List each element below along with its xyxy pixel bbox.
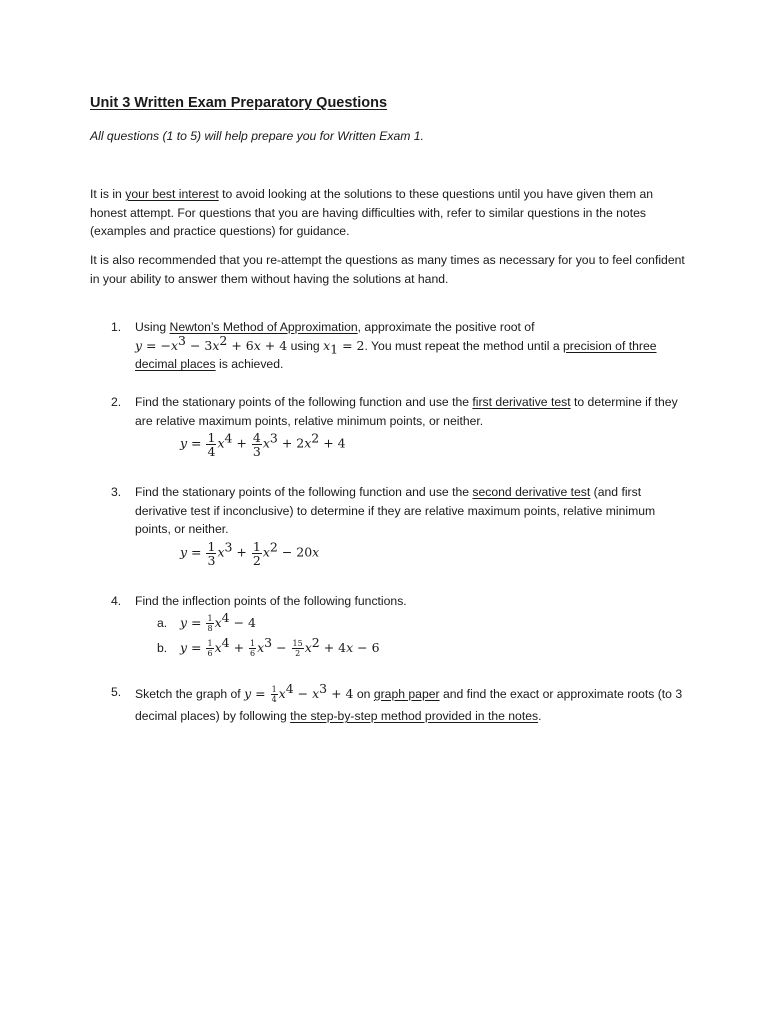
page-title: Unit 3 Written Exam Preparatory Questions — [90, 95, 388, 111]
q4b-equation: y = $\frac{1}{6}$ $x^4$ + $\frac{1}{6}$ $x^3$ − $\frac{15}{2}$ $x^2 + 4x - 6$ — [180, 634, 380, 659]
q5-text-3: and find the exact or approximate roots (to 3 decimal places) by following — [135, 687, 683, 723]
q1-text-3: using — [287, 338, 324, 353]
q2-equation: y = $\frac{1}{4}$ $x^4$ + $\frac{4}{3}$ $x^3 + 2x^2 + 4$ — [180, 430, 346, 459]
graph-paper-emphasis: graph paper — [373, 687, 440, 701]
best-interest-emphasis: your best interest — [125, 187, 219, 201]
q5-equation: y = $\frac{1}{4}$ $x^4 - x^3 + 4$ — [244, 680, 354, 705]
first-derivative-test-emphasis: first derivative test — [472, 395, 571, 409]
q4a-equation: y = $\frac{1}{8}$ $x^4 - 4$ — [180, 609, 256, 634]
newtons-method-emphasis: Newton’s Method of Approximation — [169, 320, 358, 334]
intro-paragraph-1 — [90, 185, 690, 241]
question-number: 4. — [111, 594, 122, 608]
q1-text-5: is achieved. — [215, 357, 284, 372]
q3-text-2: (and first derivative test if inconclusive) to determine if they are relative maximum points, relative minimum points, or neither. — [135, 485, 656, 537]
q1-text-4: . You must repeat the method until a — [364, 338, 564, 353]
question-text — [135, 318, 691, 374]
q1-initial-value: $x_1 = 2$ — [323, 337, 365, 357]
part-label: a. — [157, 616, 168, 630]
q2-text-1: Find the stationary points of the following function and use the — [135, 395, 473, 409]
step-by-step-method-emphasis: the step-by-step method provided in the notes — [290, 709, 539, 723]
q1-equation: $y = -x^3 - 3x^2 + 6x + 4$ — [135, 332, 288, 353]
question-number: 1. — [111, 320, 122, 334]
question-text — [135, 483, 691, 539]
q1-text-2: , approximate the positive root of — [357, 320, 535, 334]
second-derivative-test-emphasis: second derivative test — [472, 485, 591, 499]
q5-text-2: on — [353, 687, 374, 701]
q2-text-2: to determine if they are relative maximum points, relative minimum points, or neither. — [135, 395, 678, 428]
q1-text-1: Using — [135, 320, 170, 334]
question-text: Find the inflection points of the following functions. — [135, 594, 407, 608]
question-number: 5. — [111, 685, 122, 699]
precision-emphasis: precision of three decimal places — [135, 338, 657, 372]
part-label: b. — [157, 641, 168, 655]
question-number: 2. — [111, 395, 122, 409]
question-text — [135, 393, 691, 430]
intro-p1-text-b: to avoid looking at the solutions to these questions until you have given them an honest attempt. For questions that you are having difficulties with, refer to similar questions in the notes (examples and practice questions) for guidance. — [90, 187, 653, 239]
question-number: 3. — [111, 485, 122, 499]
intro-paragraph-2: It is also recommended that you re-attempt the questions as many times as necessary for you to feel confident in your ability to answer them without having the solutions at hand. — [90, 253, 685, 286]
q3-equation: y = $\frac{1}{3}$ $x^3$ + $\frac{1}{2}$ $x^2 - 20x$ — [180, 539, 320, 568]
intro-p1-text-a: It is in — [90, 187, 126, 201]
page-subtitle: All questions (1 to 5) will help prepare you for Written Exam 1. — [90, 129, 424, 143]
q5-text-1: Sketch the graph of — [135, 687, 245, 701]
q3-text-1: Find the stationary points of the following function and use the — [135, 485, 473, 499]
question-text — [135, 680, 691, 727]
q5-text-4: . — [538, 709, 542, 723]
